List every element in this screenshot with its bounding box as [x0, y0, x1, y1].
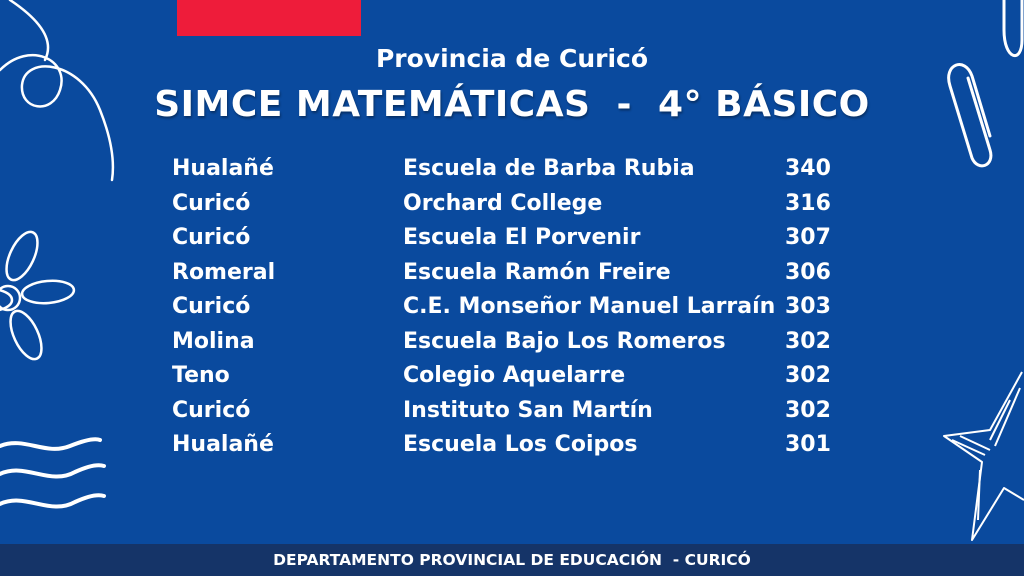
- school-cell: Instituto San Martín: [403, 397, 653, 423]
- school-cell: Escuela Ramón Freire: [403, 259, 671, 285]
- commune-cell: Hualañé: [172, 432, 274, 457]
- score-cell: 303: [785, 294, 831, 319]
- score-cell: 340: [785, 156, 831, 181]
- wave-doodle: [0, 439, 104, 506]
- table-row: [172, 327, 852, 362]
- school-cell: Orchard College: [403, 190, 603, 216]
- score-cell: 301: [785, 432, 831, 457]
- score-cell: 306: [785, 259, 831, 285]
- table-row: [172, 258, 852, 293]
- commune-cell: Romeral: [172, 259, 276, 285]
- page-title: SIMCE MATEMÁTICAS - 4° BÁSICO: [154, 84, 870, 125]
- commune-cell: Curicó: [172, 397, 251, 423]
- school-cell: C.E. Monseñor Manuel Larraín: [403, 294, 776, 319]
- school-cell: Escuela El Porvenir: [403, 225, 641, 250]
- commune-cell: Curicó: [172, 190, 251, 216]
- commune-cell: Molina: [172, 328, 255, 354]
- commune-cell: Teno: [172, 363, 230, 388]
- ranking-table: [172, 154, 852, 465]
- commune-cell: Hualañé: [172, 156, 274, 181]
- table-row: [172, 154, 852, 189]
- table-row: [172, 292, 852, 327]
- table-row: [172, 361, 852, 396]
- table-row: [172, 396, 852, 431]
- paperclip-icon: [949, 0, 1022, 166]
- province-subtitle: Provincia de Curicó: [375, 44, 649, 73]
- footer-bar: DEPARTAMENTO PROVINCIAL DE EDUCACIÓN - CURICÓ: [0, 544, 1024, 576]
- score-cell: 316: [785, 190, 831, 216]
- score-cell: 302: [785, 328, 831, 354]
- school-cell: Escuela Los Coipos: [403, 432, 638, 457]
- table-row: [172, 189, 852, 224]
- flower-doodle: [0, 227, 75, 363]
- red-accent-bar: [177, 0, 361, 36]
- commune-cell: Curicó: [172, 294, 251, 319]
- school-cell: Colegio Aquelarre: [403, 363, 626, 388]
- score-cell: 307: [785, 225, 831, 250]
- table-row: [172, 223, 852, 258]
- table-row: [172, 430, 852, 465]
- score-cell: 302: [785, 397, 831, 423]
- score-cell: 302: [785, 363, 831, 388]
- commune-cell: Curicó: [172, 225, 251, 250]
- school-cell: Escuela de Barba Rubia: [403, 156, 695, 181]
- star-doodle: [944, 372, 1024, 540]
- school-cell: Escuela Bajo Los Romeros: [403, 328, 726, 354]
